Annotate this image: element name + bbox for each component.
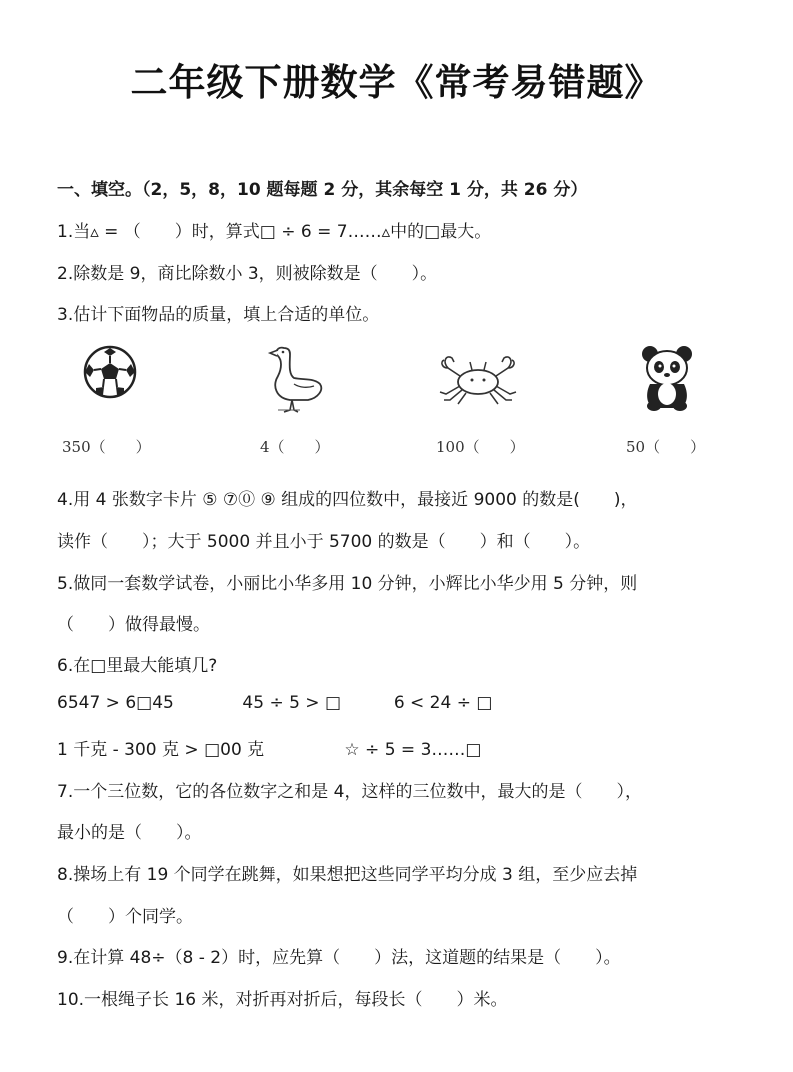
question-6: 6.在□里最大能填几? [57, 656, 218, 676]
q6-item: 6 < 24 ÷ □ [393, 693, 493, 713]
q3-item-crab [436, 340, 576, 470]
panda-icon [638, 344, 696, 412]
q3-caption-ball: 350（ ） [62, 438, 151, 456]
page-title: 二年级下册数学《常考易错题》 [130, 61, 663, 104]
q6-item: 45 ÷ 5 > □ [242, 693, 342, 713]
question-3: 3.估计下面物品的质量，填上合适的单位。 [57, 305, 380, 325]
question-2: 2.除数是 9，商比除数小 3，则被除数是（ ）。 [57, 264, 438, 284]
q3-image-row [0, 340, 793, 470]
question-6-row-2 [57, 735, 481, 760]
question-7-line-2: 最小的是（ ）。 [57, 823, 202, 843]
question-6-row-1 [57, 693, 492, 713]
q3-caption-panda: 50（ ） [626, 438, 706, 456]
question-5-line-1: 5.做同一套数学试卷，小丽比小华多用 10 分钟，小辉比小华少用 5 分钟，则 [57, 574, 638, 594]
q6-item: 6547 > 6□45 [57, 693, 174, 713]
q6-item: 1 千克 - 300 克 > □00 克 [57, 740, 265, 760]
goose-icon [264, 340, 328, 416]
question-10: 10.一根绳子长 16 米，对折再对折后，每段长（ ）米。 [57, 990, 508, 1010]
question-4-line-1: 4.用 4 张数字卡片 ⑤ ⑦⓪ ⑨ 组成的四位数中，最接近 9000 的数是( )， [57, 490, 638, 510]
question-8-line-1: 8.操场上有 19 个同学在跳舞，如果想把这些同学平均分成 3 组，至少应去掉 [57, 865, 638, 885]
q3-caption-crab: 100（ ） [436, 438, 525, 456]
question-9: 9.在计算 48÷（8 - 2）时，应先算（ ）法，这道题的结果是（ ）。 [57, 948, 621, 968]
q3-item-panda [626, 340, 766, 470]
q3-caption-goose: 4（ ） [260, 438, 330, 456]
soccer-ball-icon [82, 344, 138, 400]
question-7-line-1: 7.一个三位数，它的各位数字之和是 4，这样的三位数中，最大的是（ ）， [57, 782, 642, 802]
question-4-line-2: 读作（ ）；大于 5000 并且小于 5700 的数是（ ）和（ ）。 [57, 532, 591, 552]
q6-item: ☆ ÷ 5 = 3……□ [344, 740, 482, 760]
question-8-line-2: （ ）个同学。 [57, 907, 193, 927]
q3-item-ball [62, 340, 202, 470]
q3-item-goose [260, 340, 400, 470]
section-heading: 一、填空。（2，5，8，10 题每题 2 分，其余每空 1 分，共 26 分） [57, 180, 588, 200]
crab-icon [432, 348, 524, 410]
question-5-line-2: （ ）做得最慢。 [57, 615, 210, 635]
question-1: 1.当▵ = （ ）时，算式□ ÷ 6 = 7……▵中的□最大。 [57, 222, 492, 242]
